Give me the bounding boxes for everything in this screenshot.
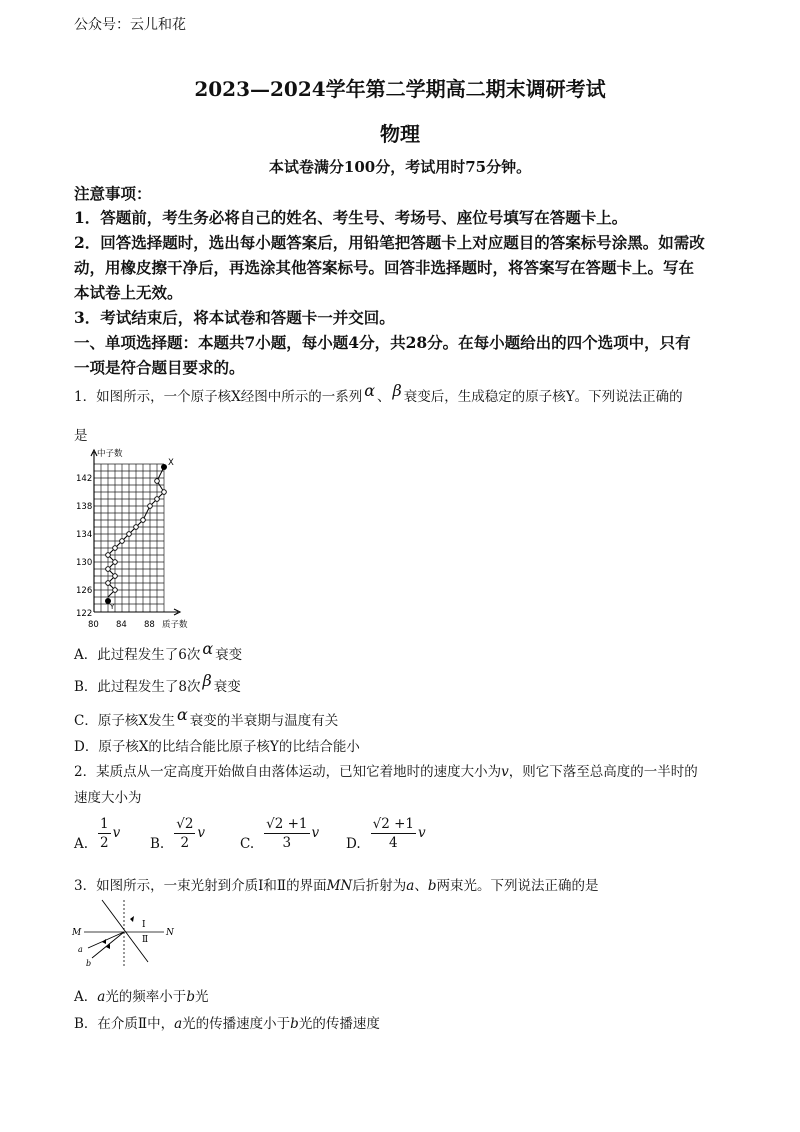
option-label: B. [150,835,165,852]
q3-stem-text-2: 后折射为 [352,878,407,894]
interface-label: MN [326,878,353,894]
q2-stem-continued: 速度大小为 [74,790,142,806]
notes-heading: 注意事项： [74,184,152,203]
note-item: 3．考试结束后，将本试卷和答题卡一并交回。 [74,308,395,327]
alpha-symbol: α [364,381,376,400]
q3-option-a [74,987,208,1007]
alpha-symbol: α [202,639,214,658]
velocity-symbol: v [418,825,426,841]
numerator: √2 +1 [266,816,308,832]
q2-stem [74,762,698,782]
q2-option-b [150,815,205,852]
q1-stem-text-2: 衰变后，生成稳定的原子核Y。下列说法正确的 [403,389,683,405]
q2-stem-text-2: ，则它下落至总高度的一半时的 [508,764,698,780]
fraction [98,815,111,852]
note-item: 动，用橡皮擦干净后，再选涂其他答案标号。回答非选择题时，将答案写在答题卡上。写在 [74,258,695,277]
q1-separator: 、 [377,389,391,405]
note-item: 1．答题前，考生务必将自己的姓名、考生号、考场号、座位号填写在答题卡上。 [74,208,628,227]
exam-subject: 物理 [380,122,420,146]
denominator: 3 [282,835,292,851]
ray-a-symbol: a [97,989,106,1005]
section-heading-cont: 一项是符合题目要求的。 [74,358,245,377]
q1-stem [74,381,683,407]
option-label: D. [346,835,361,852]
numerator: √2 [176,816,194,832]
q2-stem-text: 2．某质点从一定高度开始做自由落体运动，已知它着地时的速度大小为 [74,764,502,780]
option-text: A． [74,989,98,1005]
section-heading: 一、单项选择题：本题共7小题，每小题4分，共28分。在每小题给出的四个选项中，只有 [74,333,691,352]
q2-option-c [240,815,319,852]
q1-stem-text: 1．如图所示，一个原子核X经图中所示的一系列 [74,389,363,405]
y-tick: 126 [76,586,93,596]
q1-option-c [74,705,339,731]
nucleus-y-label: Y [110,603,115,611]
label-n: N [166,928,174,938]
velocity-symbol: v [112,825,121,841]
watermark-text: 公众号：云儿和花 [74,17,186,33]
option-text: A．此过程发生了6次 [74,647,201,663]
fraction [174,815,195,852]
ray-a-label: a [78,945,83,954]
denominator: 4 [389,835,398,851]
medium-2-label: Ⅱ [142,935,149,945]
exam-info: 本试卷满分100分，考试用时75分钟。 [268,158,532,176]
q2-option-a [74,815,120,852]
q3-stem-text-3: 两束光。下列说法正确的是 [436,878,599,894]
y-axis-label: 中子数 [97,449,123,459]
ray-a-symbol: a [406,878,415,894]
nucleus-x-label: X [168,458,174,468]
option-text: C．原子核X发生 [74,713,175,729]
q1-stem-continued: 是 [74,428,88,444]
q1-option-d: D．原子核X的比结合能比原子核Y的比结合能小 [74,739,360,755]
y-tick: 134 [76,530,93,540]
note-item: 2．回答选择题时，选出每小题答案后，用铅笔把答题卡上对应题目的答案标号涂黑。如需改 [74,233,705,252]
q3-separator: 、 [414,878,428,894]
option-label: C. [240,835,255,852]
numerator: 1 [100,816,109,832]
option-text: 衰变的半衰期与温度有关 [189,713,339,729]
q1-option-a [74,639,243,665]
option-text: 衰变 [213,679,241,695]
q1-option-b [74,671,241,697]
beta-symbol: β [392,381,402,400]
ray-b-symbol: b [290,1016,299,1032]
option-text: 衰变 [215,647,243,663]
ray-a-symbol: a [174,1016,183,1032]
numerator: √2 +1 [372,816,415,832]
q3-option-b [74,1014,380,1034]
option-text: B．此过程发生了8次 [74,679,201,695]
option-text: 光的传播速度 [298,1016,380,1032]
label-m: M [72,928,82,938]
option-text: 光 [194,989,209,1005]
denominator: 2 [180,835,190,851]
y-tick: 142 [76,474,93,484]
option-text: 光的频率小于 [105,989,187,1005]
option-label: A. [74,835,89,852]
y-tick: 130 [76,558,93,568]
q3-stem [74,876,598,896]
exam-title: 2023—2024学年第二学期高二期末调研考试 [194,77,606,101]
y-tick: 138 [76,502,93,512]
fraction [264,815,309,852]
q3-stem-text: 3．如图所示，一束光射到介质Ⅰ和Ⅱ的界面 [74,878,327,894]
note-item: 本试卷上无效。 [74,283,183,302]
option-text: B．在介质Ⅱ中， [74,1016,175,1032]
option-text: 光的传播速度小于 [182,1016,291,1032]
x-axis-label: 质子数 [162,620,188,630]
x-tick: 80 [88,620,99,630]
fraction [371,815,416,852]
alpha-symbol: α [176,705,188,724]
decay-chart [74,446,194,636]
ray-b-symbol: b [186,989,195,1005]
q2-option-d [346,815,426,852]
y-tick: 122 [76,609,93,619]
denominator: 2 [100,835,109,851]
ray-b-symbol: b [427,878,437,894]
x-tick: 84 [116,620,127,630]
ray-b-label: b [86,959,92,968]
refraction-diagram [70,898,180,970]
velocity-symbol: v [501,764,509,780]
velocity-symbol: v [311,825,320,841]
beta-symbol: β [202,671,212,690]
velocity-symbol: v [197,825,206,841]
medium-1-label: Ⅰ [142,920,146,930]
x-tick: 88 [144,620,155,630]
